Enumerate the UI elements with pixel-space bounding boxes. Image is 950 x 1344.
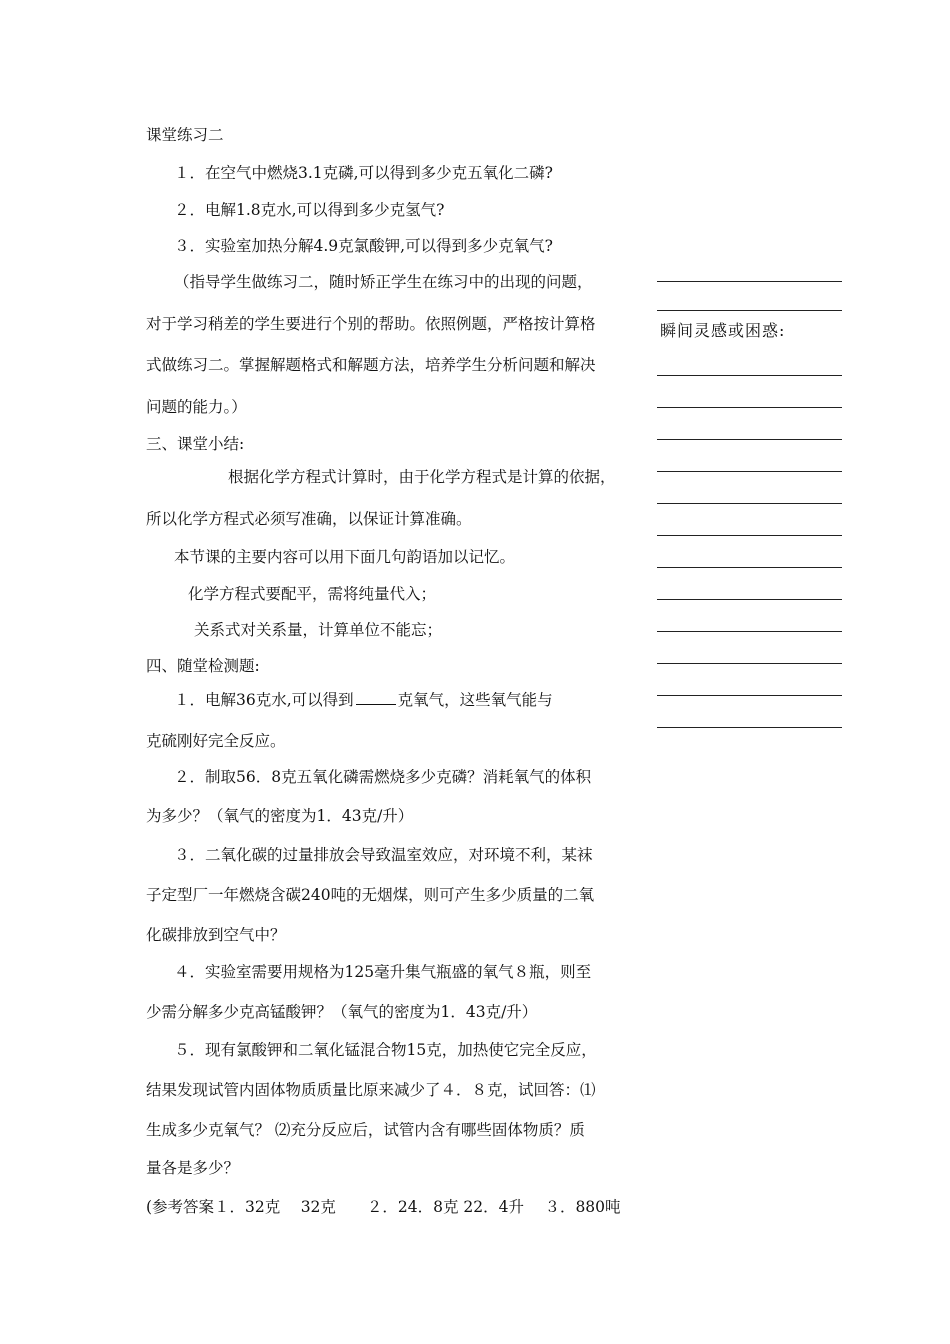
note-line [657,727,842,728]
mnemonic-intro: 本节课的主要内容可以用下面几句韵语加以记忆。 [174,548,516,566]
note-line [657,375,842,376]
question-1-text-b: 克氧气，这些氧气能与 [397,691,553,709]
question-2-line-2: 为多少？（氧气的密度为1．43克/升） [146,807,414,825]
mnemonic-line-2: 关系式对关系量，计算单位不能忘； [194,621,443,639]
question-3-line-1: ３．二氧化碳的过量排放会导致温室效应，对环境不利，某袜 [174,846,593,864]
question-5-line-3: 生成多少克氧气？ ⑵充分反应后，试管内含有哪些固体物质？质 [146,1121,585,1139]
question-5-line-2: 结果发现试管内固体物质质量比原来减少了４．８克，试回答：⑴ [146,1081,596,1099]
exercise-item-3: ３．实验室加热分解4.9克氯酸钾,可以得到多少克氧气? [174,237,553,255]
test-heading: 四、随堂检测题: [146,657,260,675]
question-1-line-2: 克硫刚好完全反应。 [146,732,286,750]
question-3-line-3: 化碳排放到空气中？ [146,926,286,944]
note-line [657,310,842,311]
summary-line-2: 所以化学方程式必须写准确，以保证计算准确。 [146,510,472,528]
note-line [657,535,842,536]
section-heading-exercise-2: 课堂练习二 [146,126,224,144]
answer-blank [356,690,396,705]
guidance-line-1: （指导学生做练习二，随时矫正学生在练习中的出现的问题， [174,273,593,291]
summary-heading: 三、课堂小结: [146,435,245,453]
question-1-text-a: １．电解36克水,可以得到 [174,691,354,709]
question-1-line-1 [174,690,553,710]
mnemonic-line-1: 化学方程式要配平，需将纯量代入； [188,585,437,603]
question-3-line-2: 子定型厂一年燃烧含碳240吨的无烟煤，则可产生多少质量的二氧 [146,886,595,904]
note-line [657,439,842,440]
question-2-line-1: ２．制取56．8克五氧化磷需燃烧多少克磷？消耗氧气的体积 [174,768,592,786]
question-4-line-2: 少需分解多少克高锰酸钾？（氧气的密度为1．43克/升） [146,1003,538,1021]
note-line [657,471,842,472]
reference-answers: (参考答案１．32克 32克 ２．24．8克 22．4升 ３．880吨 [146,1198,621,1216]
guidance-line-4: 问题的能力。） [146,398,247,416]
note-line [657,281,842,282]
note-line [657,631,842,632]
question-4-line-1: ４．实验室需要用规格为125毫升集气瓶盛的氧气８瓶，则至 [174,963,592,981]
question-5-line-1: ５．现有氯酸钾和二氧化锰混合物15克，加热使它完全反应， [174,1041,597,1059]
exercise-item-1: １．在空气中燃烧3.1克磷,可以得到多少克五氧化二磷? [174,164,553,182]
guidance-line-2: 对于学习稍差的学生要进行个别的帮助。依照例题，严格按计算格 [146,315,596,333]
summary-line-1: 根据化学方程式计算时，由于化学方程式是计算的依据， [228,468,616,486]
notes-title: 瞬间灵感或困惑: [660,321,786,340]
note-line [657,407,842,408]
note-line [657,567,842,568]
guidance-line-3: 式做练习二。掌握解题格式和解题方法，培养学生分析问题和解决 [146,356,596,374]
note-line [657,663,842,664]
question-5-line-4: 量各是多少？ [146,1159,240,1177]
note-line [657,695,842,696]
note-line [657,599,842,600]
exercise-item-2: ２．电解1.8克水,可以得到多少克氢气? [174,201,445,219]
note-line [657,503,842,504]
